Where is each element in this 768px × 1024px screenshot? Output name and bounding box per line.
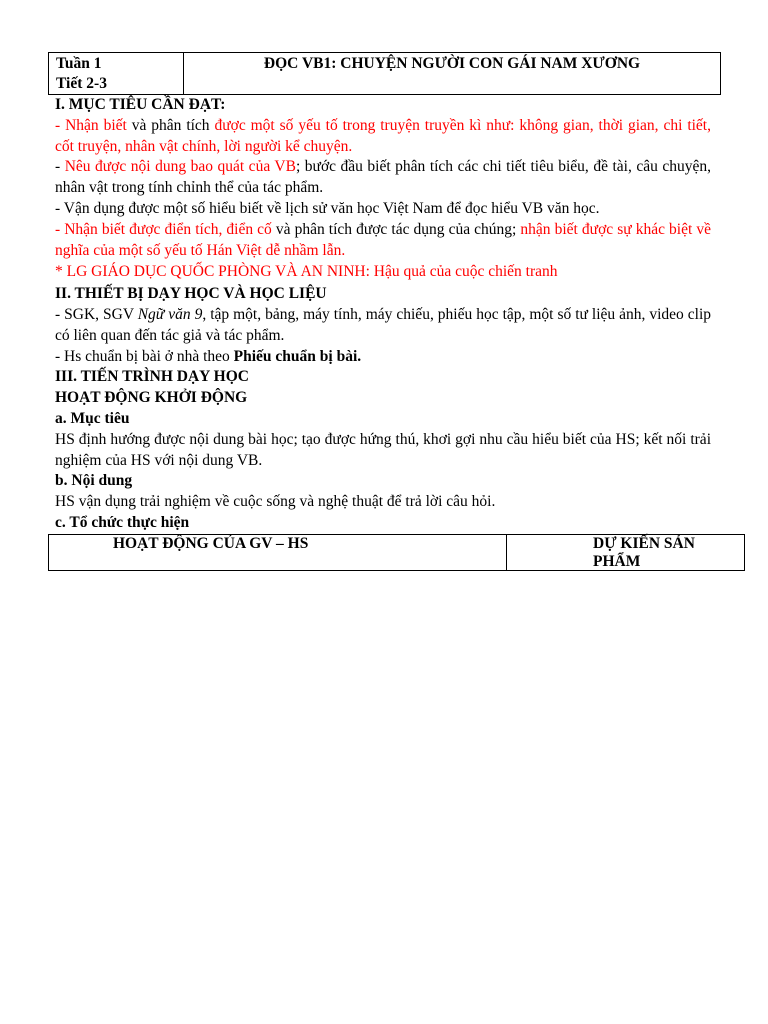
equipment-2: [55, 347, 711, 368]
equipment-1: [55, 305, 711, 347]
content-text: HS vận dụng trải nghiệm về cuộc sống và nghệ thuật để trả lời câu hỏi.: [55, 493, 496, 511]
equipment-2-text: - Hs chuẩn bị bài ở nhà theo: [55, 347, 234, 365]
prep-sheet-label: Phiếu chuẩn bị bài.: [233, 347, 362, 365]
objective-4-highlight-b: nhận biết được sự khác biệt về nghĩa của một số yếu tố Hán Việt dễ nhầm lẫn.: [55, 220, 711, 259]
objective-2-text: ; bước đầu biết phân tích các chi tiết tiêu biểu, đề tài, câu chuyện, nhân vật trong tính chỉnh thể của tác phẩm.: [55, 158, 711, 197]
content-heading: b. Nội dung: [55, 472, 133, 490]
objective-1: [55, 116, 711, 158]
lesson-label: Tiết 2-3: [56, 75, 107, 92]
lesson-title: ĐỌC VB1: CHUYỆN NGƯỜI CON GÁI NAM XƯƠNG: [263, 55, 641, 72]
objective-1-text: và phân tích: [126, 116, 215, 134]
objective-4: [55, 220, 711, 262]
teacher-student-activity-column: HOẠT ĐỘNG CỦA GV – HS: [49, 535, 507, 570]
organization-heading: c. Tổ chức thực hiện: [55, 513, 190, 531]
defense-security-note: * LG GIÁO DỤC QUỐC PHÒNG VÀ AN NINH: Hậu quả của cuộc chiến tranh: [55, 263, 558, 281]
section-process-heading: III. TIẾN TRÌNH DẠY HỌC: [55, 368, 249, 386]
objective-1-highlight-b: được một số yếu tố trong truyện truyền kì như: không gian, thời gian, chi tiết, cốt truyện, nhân vật chính, lời người kể chuyện.: [55, 116, 711, 155]
objective-2: [55, 157, 711, 199]
lesson-header-table: [48, 52, 721, 95]
activity-table-header: [48, 534, 745, 571]
objective-2-dash: -: [55, 158, 65, 176]
warmup-activity-heading: HOẠT ĐỘNG KHỞI ĐỘNG: [55, 389, 248, 407]
expected-product-column: DỰ KIẾN SẢN PHẨM: [593, 535, 695, 570]
goal-text: HS định hướng được nội dung bài học; tạo được hứng thú, khơi gợi nhu cầu hiểu biết của HS; kết nối trải nghiệm của HS với nội dung VB.: [55, 430, 711, 469]
document-body: [55, 95, 711, 534]
objective-4-text: và phân tích được tác dụng của chúng;: [271, 220, 521, 238]
equipment-1-text-b: , tập một, bảng, máy tính, máy chiếu, phiếu học tập, một số tư liệu ảnh, video clip có liên quan đến tác giả và tác phẩm.: [55, 305, 712, 344]
week-label: Tuần 1: [56, 55, 102, 72]
equipment-1-text-a: - SGK, SGV: [55, 305, 138, 323]
objective-3: - Vận dụng được một số hiểu biết về lịch sử văn học Việt Nam để đọc hiểu VB văn học.: [55, 199, 600, 217]
section-objectives-heading: I. MỤC TIÊU CẦN ĐẠT:: [55, 96, 226, 113]
goal-heading: a. Mục tiêu: [55, 409, 130, 427]
objective-2-highlight: Nêu được nội dung bao quát của VB: [64, 158, 296, 176]
section-equipment-heading: II. THIẾT BỊ DẠY HỌC VÀ HỌC LIỆU: [55, 285, 327, 303]
textbook-title: Ngữ văn 9: [137, 305, 203, 323]
objective-4-highlight-a: - Nhận biết được điển tích, điển cố: [55, 220, 272, 238]
header-lesson-cell: [49, 53, 184, 94]
objective-1-highlight-a: - Nhận biết: [55, 116, 127, 134]
